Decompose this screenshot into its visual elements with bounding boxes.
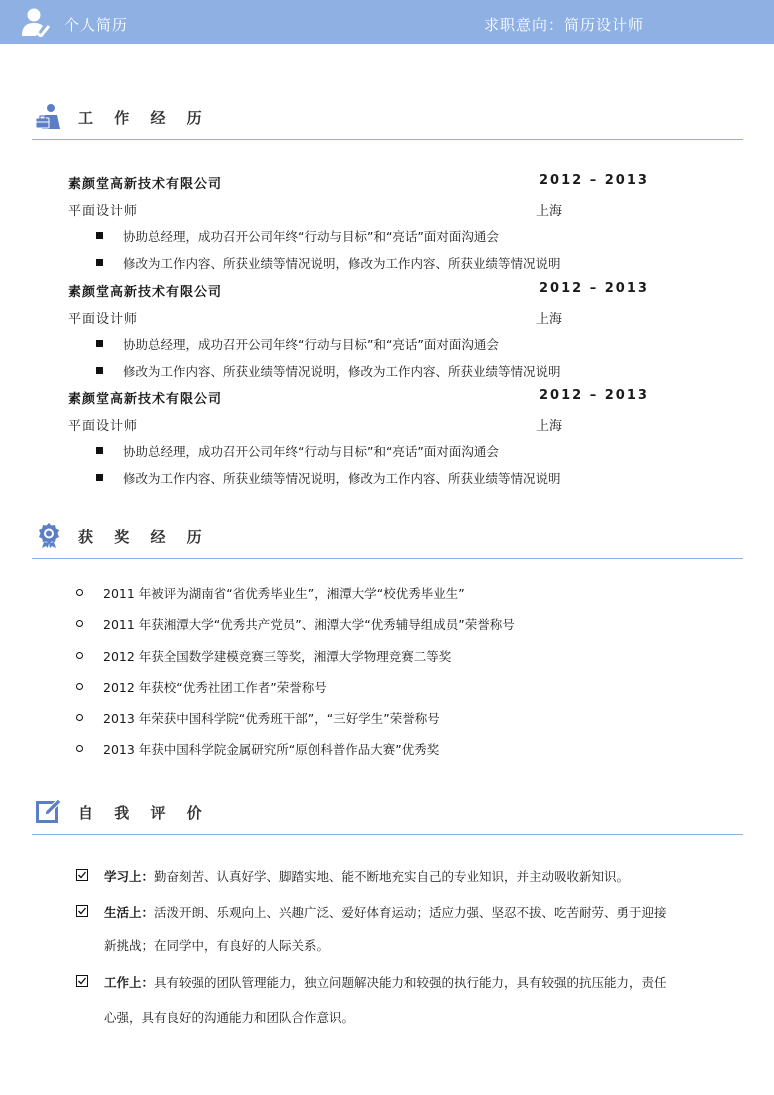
edit-icon	[36, 798, 62, 824]
self-eval-label: 工作上：	[104, 975, 155, 990]
self-eval-label: 学习上：	[104, 869, 155, 884]
section-self-eval-title: 自 我 评 价	[78, 804, 210, 822]
job-city: 上海	[536, 312, 563, 327]
self-eval-label: 生活上：	[104, 905, 155, 920]
job-duty: 修改为工作内容、所获业绩等情况说明，修改为工作内容、所获业绩等情况说明	[123, 471, 561, 486]
job-duty: 协助总经理，成功召开公司年终“行动与目标”和“亮话”面对面沟通会	[123, 444, 499, 459]
award-text: 2013 年荣获中国科学院“优秀班干部”，“三好学生”荣誉称号	[103, 711, 440, 726]
job-period: 2012 – 2013	[539, 388, 649, 403]
self-eval-text: 活泼开朗、乐观向上、兴趣广泛、爱好体育运动；适应力强、坚忍不拔、吃苦耐劳、勇于迎接	[154, 905, 667, 920]
bullet-circle	[76, 652, 83, 659]
job-role: 平面设计师	[68, 204, 139, 219]
bullet-circle	[76, 714, 83, 721]
award-text: 2012 年获全国数学建模竞赛三等奖，湘潭大学物理竞赛二等奖	[103, 649, 452, 664]
bullet-square	[96, 340, 103, 347]
bullet-circle	[76, 745, 83, 752]
job-role: 平面设计师	[68, 419, 139, 434]
section-work-header	[32, 99, 743, 140]
job-company: 素颜堂高新技术有限公司	[68, 285, 223, 300]
bullet-square	[96, 367, 103, 374]
award-text: 2013 年获中国科学院金属研究所“原创科普作品大赛”优秀奖	[103, 742, 440, 757]
award-text: 2012 年获校“优秀社团工作者”荣誉称号	[103, 680, 327, 695]
self-eval-text: 勤奋刻苦、认真好学、脚踏实地、能不断地充实自己的专业知识，并主动吸收新知识。	[154, 869, 630, 884]
checkbox-checked-icon	[76, 975, 88, 987]
bullet-circle	[76, 620, 83, 627]
bullet-square	[96, 259, 103, 266]
bullet-circle	[76, 683, 83, 690]
job-duty: 修改为工作内容、所获业绩等情况说明，修改为工作内容、所获业绩等情况说明	[123, 256, 561, 271]
job-intent: 求职意向：简历设计师	[483, 16, 644, 34]
award-text: 2011 年被评为湖南省“省优秀毕业生”，湘潭大学“校优秀毕业生”	[103, 586, 465, 601]
job-company: 素颜堂高新技术有限公司	[68, 392, 223, 407]
bullet-square	[96, 474, 103, 481]
checkbox-checked-icon	[76, 905, 88, 917]
section-work-title: 工 作 经 历	[78, 109, 210, 127]
job-city: 上海	[536, 204, 563, 219]
job-duty: 修改为工作内容、所获业绩等情况说明，修改为工作内容、所获业绩等情况说明	[123, 364, 561, 379]
bullet-square	[96, 232, 103, 239]
job-period: 2012 – 2013	[539, 281, 649, 296]
job-city: 上海	[536, 419, 563, 434]
job-role: 平面设计师	[68, 312, 139, 327]
self-eval-text: 具有较强的团队管理能力，独立问题解决能力和较强的执行能力，具有较强的抗压能力，责任	[154, 975, 667, 990]
header-bar	[0, 0, 774, 44]
self-eval-text: 新挑战；在同学中，有良好的人际关系。	[104, 938, 330, 953]
job-duty: 协助总经理，成功召开公司年终“行动与目标”和“亮话”面对面沟通会	[123, 229, 499, 244]
checkbox-checked-icon	[76, 869, 88, 881]
self-eval-text: 心强，具有良好的沟通能力和团队合作意识。	[104, 1010, 355, 1025]
user-icon	[22, 7, 50, 37]
award-medal-icon	[36, 522, 62, 548]
job-company: 素颜堂高新技术有限公司	[68, 177, 223, 192]
bullet-square	[96, 447, 103, 454]
job-period: 2012 – 2013	[539, 173, 649, 188]
section-awards-header	[32, 518, 743, 559]
bullet-circle	[76, 589, 83, 596]
section-self-eval-header	[32, 794, 743, 835]
award-text: 2011 年获湘潭大学“优秀共产党员”、湘潭大学“优秀辅导组成员”荣誉称号	[103, 617, 515, 632]
job-duty: 协助总经理，成功召开公司年终“行动与目标”和“亮话”面对面沟通会	[123, 337, 499, 352]
section-awards-title: 获 奖 经 历	[78, 528, 210, 546]
briefcase-person-icon	[36, 103, 62, 129]
page-title: 个人简历	[64, 16, 129, 34]
